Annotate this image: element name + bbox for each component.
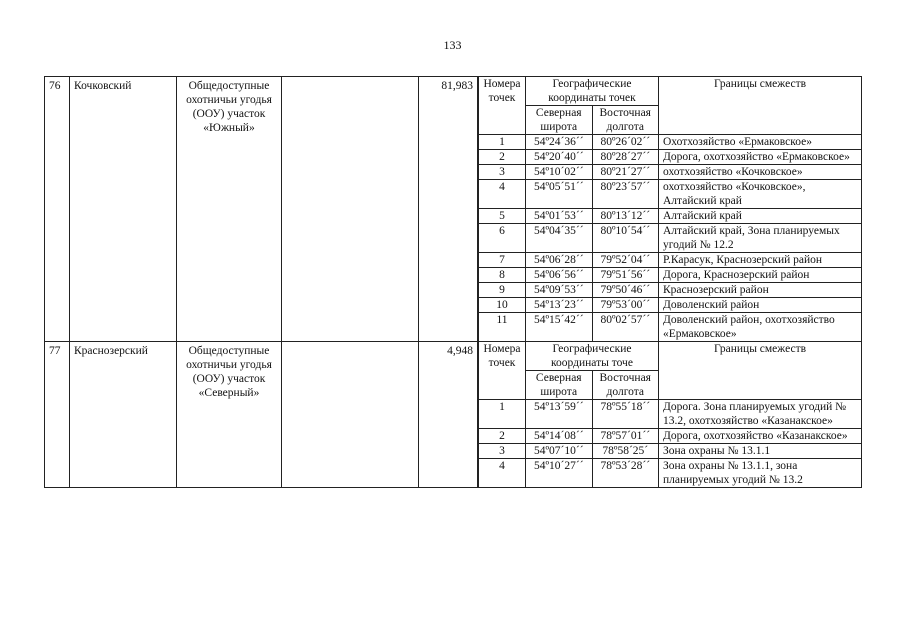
coordinates-cell [479,77,862,342]
point-longitude: 80º13´12´´ [592,209,659,224]
point-number: 1 [479,400,526,429]
point-number: 8 [479,268,526,283]
page-number: 133 [443,38,462,52]
point-longitude: 80º26´02´´ [592,135,659,150]
point-border: Дорога, охотхозяйство «Ермаковское» [659,150,862,165]
record-number: 77 [45,342,70,488]
point-row [479,165,861,180]
point-row [479,444,861,459]
point-row [479,313,861,342]
point-number: 9 [479,283,526,298]
point-latitude: 54º06´28´´ [526,253,593,268]
point-number: 3 [479,444,526,459]
hunting-grounds-table [44,76,862,488]
area-value: 81,983 [419,77,478,342]
point-border: Алтайский край, Зона планируемых угодий № 12.2 [659,224,862,253]
point-longitude: 78º57´01´´ [592,429,659,444]
point-latitude: 54º04´35´´ [526,224,593,253]
ground-name: Общедоступные охотничьи угодья (ООУ) участок «Северный» [177,342,282,488]
point-longitude: 79º52´04´´ [592,253,659,268]
point-longitude: 80º21´27´´ [592,165,659,180]
point-number: 4 [479,180,526,209]
point-row [479,400,861,429]
coordinates-header-row [479,77,861,106]
point-number: 3 [479,165,526,180]
point-latitude: 54º13´59´´ [526,400,593,429]
point-longitude: 78º53´28´´ [592,459,659,488]
point-row [479,150,861,165]
blank-cell [282,77,419,342]
area-value: 4,948 [419,342,478,488]
point-border: Зона охраны № 13.1.1 [659,444,862,459]
point-number: 7 [479,253,526,268]
latitude-header: Северная широта [526,371,593,400]
point-longitude: 79º51´56´´ [592,268,659,283]
district-name: Кочковский [70,77,177,342]
points-header: Номера точек [479,77,526,135]
point-latitude: 54º05´51´´ [526,180,593,209]
point-number: 5 [479,209,526,224]
coords-header: Географические координаты точе [526,342,659,371]
points-header: Номера точек [479,342,526,400]
point-latitude: 54º14´08´´ [526,429,593,444]
longitude-header: Восточная долгота [592,371,659,400]
point-border: Зона охраны № 13.1.1, зона планируемых угодий № 13.2 [659,459,862,488]
point-number: 2 [479,150,526,165]
point-row [479,283,861,298]
point-longitude: 79º53´00´´ [592,298,659,313]
point-row [479,298,861,313]
ground-name: Общедоступные охотничьи угодья (ООУ) участок «Южный» [177,77,282,342]
district-name: Краснозерский [70,342,177,488]
latitude-header: Северная широта [526,106,593,135]
point-latitude: 54º09´53´´ [526,283,593,298]
record-number: 76 [45,77,70,342]
record-row [45,77,862,342]
point-longitude: 78º55´18´´ [592,400,659,429]
point-latitude: 54º24´36´´ [526,135,593,150]
point-longitude: 79º50´46´´ [592,283,659,298]
point-longitude: 80º23´57´´ [592,180,659,209]
point-row [479,253,861,268]
point-border: охотхозяйство «Кочковское» [659,165,862,180]
point-latitude: 54º01´53´´ [526,209,593,224]
point-longitude: 80º28´27´´ [592,150,659,165]
point-row [479,180,861,209]
point-border: Охотхозяйство «Ермаковское» [659,135,862,150]
coordinates-header-row [479,342,861,371]
point-number: 4 [479,459,526,488]
point-latitude: 54º13´23´´ [526,298,593,313]
point-longitude: 78º58´25´ [592,444,659,459]
coordinates-cell [479,342,862,488]
point-row [479,429,861,444]
point-latitude: 54º06´56´´ [526,268,593,283]
point-longitude: 80º02´57´´ [592,313,659,342]
point-border: Дорога. Зона планируемых угодий № 13.2, охотхозяйство «Казанакское» [659,400,862,429]
longitude-header: Восточная долгота [592,106,659,135]
point-number: 6 [479,224,526,253]
coordinates-table [479,342,861,487]
coordinates-table [479,77,861,341]
point-border: Р.Карасук, Краснозерский район [659,253,862,268]
point-border: Доволенский район, охотхозяйство «Ермаковское» [659,313,862,342]
point-row [479,268,861,283]
point-border: Доволенский район [659,298,862,313]
point-latitude: 54º20´40´´ [526,150,593,165]
point-latitude: 54º10´27´´ [526,459,593,488]
point-latitude: 54º15´42´´ [526,313,593,342]
point-border: Краснозерский район [659,283,862,298]
point-border: Дорога, охотхозяйство «Казанакское» [659,429,862,444]
point-row [479,135,861,150]
borders-header: Границы смежеств [659,342,862,400]
point-number: 1 [479,135,526,150]
point-border: охотхозяйство «Кочковское», Алтайский край [659,180,862,209]
point-longitude: 80º10´54´´ [592,224,659,253]
borders-header: Границы смежеств [659,77,862,135]
point-number: 11 [479,313,526,342]
point-number: 2 [479,429,526,444]
coords-header: Географические координаты точек [526,77,659,106]
point-latitude: 54º10´02´´ [526,165,593,180]
point-latitude: 54º07´10´´ [526,444,593,459]
point-number: 10 [479,298,526,313]
point-row [479,459,861,488]
point-row [479,224,861,253]
blank-cell [282,342,419,488]
point-border: Алтайский край [659,209,862,224]
point-row [479,209,861,224]
point-border: Дорога, Краснозерский район [659,268,862,283]
record-row [45,342,862,488]
